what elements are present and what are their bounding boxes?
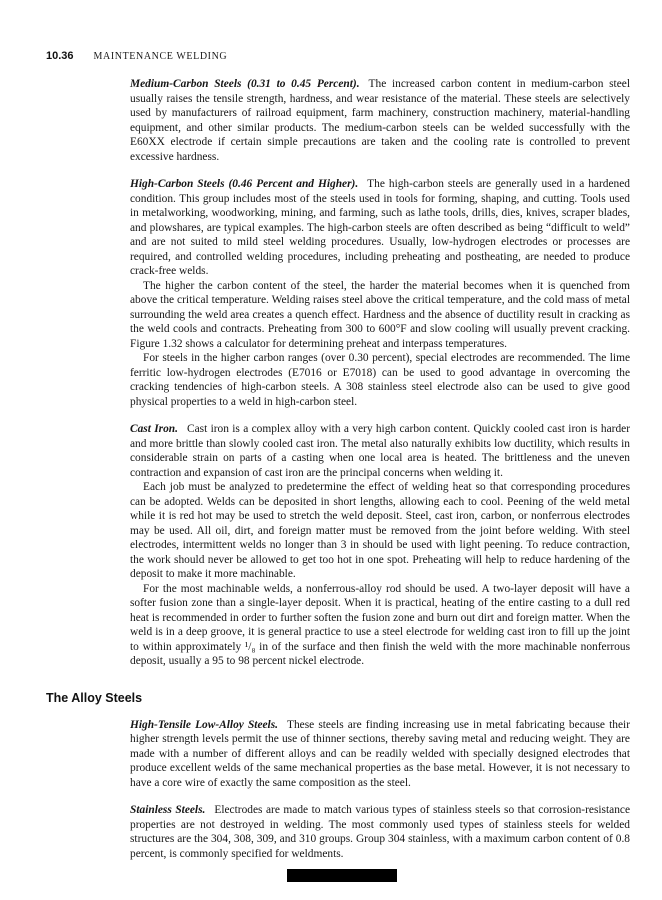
topic-paragraph: Stainless Steels. Electrodes are made to match various types of stainless steels so that corrosion-resistance properties are not destroyed in welding. The most commonly used types of stainless steels for welded structures are the 304, 308, 309, and 310 groups. Group 304 stainless, with a maximum carbon content of 0.8 percent, is commonly specified for weldments.	[130, 804, 631, 860]
scan-artifact-bar	[287, 869, 397, 882]
body-paragraph: Each job must be analyzed to predetermine the effect of welding heat so that corresponding procedures can be adopted. Welds can be deposited in short lengths, allowing each to cool. Peening of the weld metal while it is red hot may be used to stretch the weld deposit. Steel, cast iron, carbon, or nonferrous electrodes may be used. All oil, dirt, and foreign matter must be removed from the joint before welding. With steel electrodes, intermittent welds no longer than 3 in should be used with light peening. To reduce contraction, the work should never be allowed to get too hot in one spot. Preheating will help to reduce hardening of the deposit to make it more machinable.	[130, 481, 630, 580]
topic-paragraph: High-Carbon Steels (0.46 Percent and Higher). The high-carbon steels are generally used in a hardened condition. This group includes most of the steels used in tools for forming, shaping, and cutting. Tools used in metalworking, woodworking, mining, and farming, such as lathe tools, drills, dies, knives, scraper blades, and plowshares, are typical examples. The high-carbon steels are often described as being “difficult to weld” and are not suited to mild steel welding procedures. Usually, low-hydrogen electrodes or processes are required, and controlled welding procedures, including preheating and postheating, are needed to produce crack-free welds.	[130, 178, 630, 277]
run-in-heading: High-Carbon Steels (0.46 Percent and Higher).	[130, 178, 359, 190]
body-paragraph: For steels in the higher carbon ranges (over 0.30 percent), special electrodes are recommended. The lime ferritic low-hydrogen electrodes (E7016 or E7018) can be used to good advantage in overcoming the cracking tendencies of high-carbon steels. A 308 stainless steel electrode also can be used to give good physical properties to a weld in high-carbon steel.	[130, 352, 630, 408]
topic-paragraph: High-Tensile Low-Alloy Steels. These steels are finding increasing use in metal fabricating because their higher strength levels permit the use of thinner sections, thereby saving metal and reducing weight. They are made with a number of different alloys and can be readily welded with specially designed electrodes that produce excellent welds of the same mechanical properties as the base metal. However, it is not necessary to have a core wire of exactly the same composition as the steel.	[130, 718, 630, 789]
body-paragraph: For the most machinable welds, a nonferrous-alloy rod should be used. A two-layer deposit will have a softer fusion zone than a single-layer deposit. When it is practical, heating of the entire casting to a dull red heat is recommended in order to further soften the fusion zone and burn out dirt and foreign matter. When the weld is in a deep groove, it is general practice to use a steel electrode for welding cast iron to fill up the joint to within approximately ¹/₈ in of the surface and then finish the weld with the more machinable nonferrous deposit, usually a 95 to 98 percent nickel electrode.	[130, 582, 630, 667]
topic-paragraph: Cast Iron. Cast iron is a complex alloy with a very high carbon content. Quickly cooled cast iron is harder and more brittle than slowly cooled cast iron. The metal also naturally exhibits low ductility, which results in considerable strain on parts of a casting when one local area is heated. The brittleness and the uneven contraction and expansion of cast iron are the principal concerns when welding it.	[130, 423, 631, 479]
body-paragraph: The higher the carbon content of the steel, the harder the material becomes when it is quenched from above the critical temperature. Welding raises steel above the critical temperature, and the cold mass of metal surrounding the weld area creates a quench effect. Hardness and the absence of ductility result in cracking as the weld cools and contracts. Preheating from 300 to 600°F and slow cooling will usually prevent cracking. Figure 1.32 shows a calculator for determining preheat and interpass temperatures.	[130, 279, 630, 350]
topic-paragraph: Medium-Carbon Steels (0.31 to 0.45 Percent). The increased carbon content in medium-carbon steel usually raises the tensile strength, hardness, and wear resistance of the material. These steels are selectively used by manufacturers of railroad equipment, farm machinery, construction machinery, material-handling equipment, and other similar products. The medium-carbon steels can be welded successfully with the E60XX electrode if certain simple precautions are taken and the cooling rate is controlled to prevent excessive hardness.	[130, 78, 630, 163]
running-title: MAINTENANCE WELDING	[93, 51, 228, 62]
page-header	[46, 46, 227, 64]
run-in-heading: Stainless Steels.	[130, 804, 206, 816]
section-heading: The Alloy Steels	[46, 690, 143, 705]
run-in-heading: Medium-Carbon Steels (0.31 to 0.45 Percent).	[130, 78, 360, 90]
page-number: 10.36	[46, 50, 74, 62]
text-column	[46, 64, 630, 861]
run-in-heading: Cast Iron.	[130, 423, 178, 435]
run-in-heading: High-Tensile Low-Alloy Steels.	[130, 718, 278, 731]
